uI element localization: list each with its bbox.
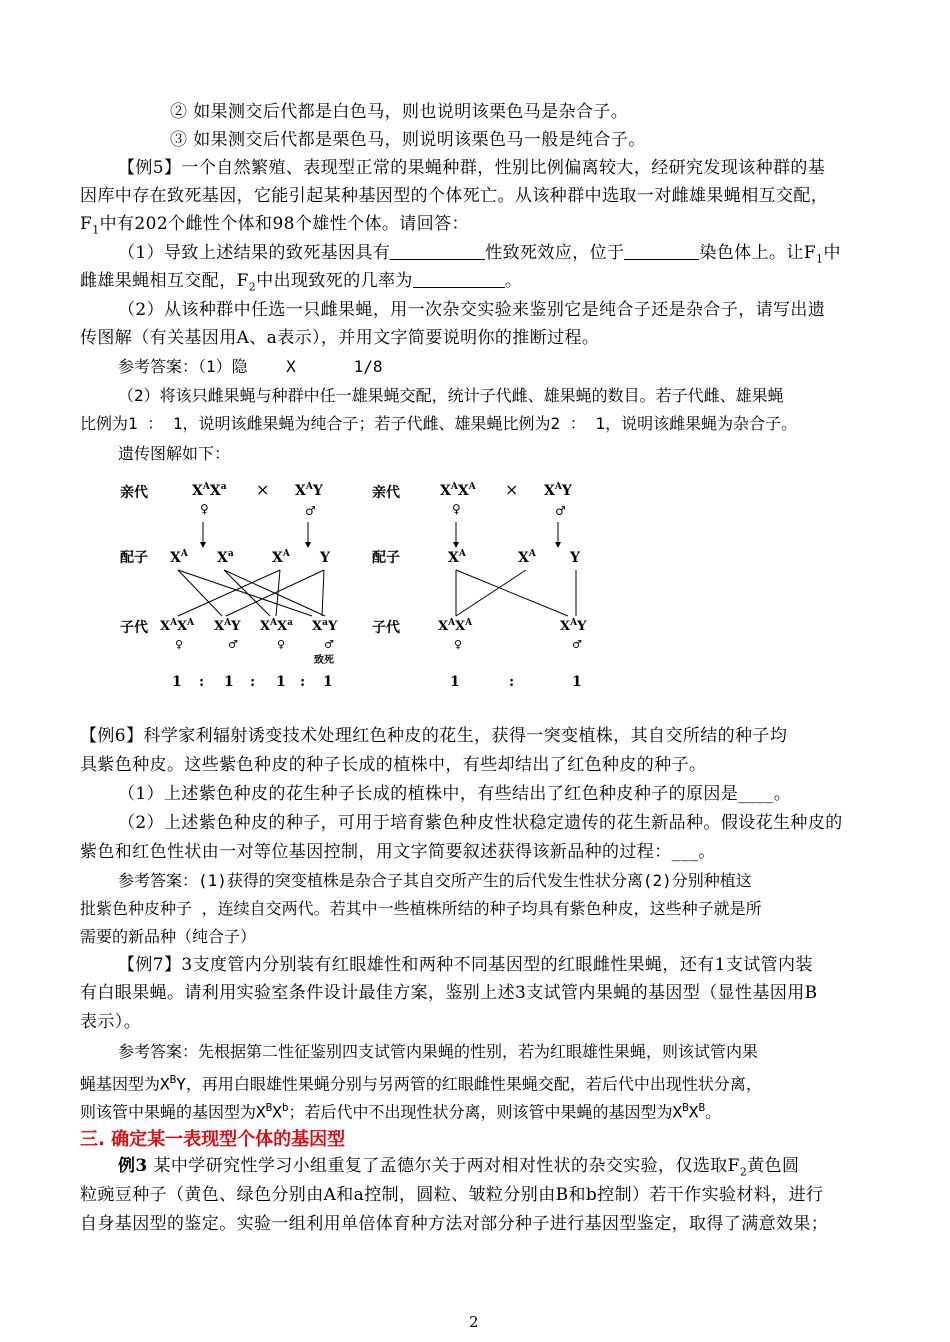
text-line: ② 如果测交后代都是白色马，则也说明该栗色马是杂合子。 (170, 102, 629, 122)
example-3-line: 粒豌豆种子（黄色、绿色分别由A和a控制，圆粒、皱粒分别由B和b控制）若干作实验材料，进行 (80, 1185, 824, 1205)
offspring-genotype: $X^AX^a$ (260, 618, 294, 634)
reference-answer: 参考答案：（1）隐 X 1/8 (118, 357, 383, 376)
question-1-cont: 雌雄果蝇相互交配，$F_2$中出现致死的几率为 。 (80, 271, 523, 294)
male-symbol: ♂ (305, 504, 316, 518)
reference-answer: 则该管中果蝇的基因型为$X^BX^b$；若后代中不出现性状分离，则该管中果蝇的基因型为$X^BX^B$。 (80, 1101, 722, 1122)
gamete: Y (320, 550, 330, 566)
reference-answer: 批紫色种皮种子 ，连续自交两代。若其中一些植株所结的种子均具有紫色种皮，这些种子就是所 (80, 899, 762, 918)
gamete: $X^a$ (217, 549, 234, 566)
ratio-value: 1 (572, 674, 582, 690)
row-label-parents: 亲代 (372, 485, 400, 501)
row-label-parents: 亲代 (120, 485, 148, 501)
row-label-gametes: 配子 (120, 550, 148, 566)
answer-blank (413, 269, 505, 288)
reference-answer: 遗传图解如下： (118, 444, 231, 463)
example-6-question: （1）上述紫色种皮的花生种子长成的植株中，有些结出了红色种皮种子的原因是____。 (118, 784, 792, 804)
answer-blank (624, 241, 699, 260)
example-7-line: 有白眼果蝇。请利用实验室条件设计最佳方案，鉴别上述3支试管内果蝇的基因型（显性基因用B (80, 983, 818, 1003)
gamete: Y (570, 550, 580, 566)
reference-answer: 参考答案：(1)获得的突变植株是杂合子其自交所产生的后代发生性状分离(2)分别种植这 (118, 871, 752, 890)
example-6-line: 具紫色种皮。这些紫色种皮的种子长成的植株中，有些却结出了红色种皮的种子。 (80, 755, 707, 775)
example-5-line: $F_1$中有202个雌性个体和98个雄性个体。请回答： (80, 214, 469, 237)
example-6-line: 【例6】科学家利辐射诱变技术处理红色种皮的花生，获得一突变植株，其自交所结的种子均 (80, 726, 788, 746)
gamete: $X^A$ (170, 549, 188, 566)
text-line: ③ 如果测交后代都是栗色马，则说明该栗色马一般是纯合子。 (170, 130, 646, 150)
cross-sign: × (505, 480, 519, 499)
parent-male-genotype: $X^AY$ (295, 482, 323, 499)
example-7-line: 表示）。 (80, 1012, 142, 1032)
ratio-value: 1 (224, 674, 234, 690)
ratio-value: 1 (276, 674, 286, 690)
page-number: 2 (469, 1313, 479, 1331)
question-2-cont: 传图解（有关基因用A、a表示），并用文字简要说明你的推断过程。 (80, 328, 600, 348)
female-symbol: ♀ (452, 502, 461, 516)
offspring-genotype: $X^AY$ (214, 618, 241, 634)
reference-answer: 参考答案：先根据第二性征鉴别四支试管内果蝇的性别，若为红眼雄性果蝇，则该试管内果 (118, 1042, 759, 1061)
female-symbol: ♀ (454, 638, 463, 651)
offspring-genotype: $X^aY$ (312, 618, 338, 634)
cross-sign: × (256, 480, 270, 499)
example-5-line: 因库中存在致死基因，它能引起某种基因型的个体死亡。从该种群中选取一对雌雄果蝇相互交配， (80, 186, 829, 206)
example-3-line: 例3 某中学研究性学习小组重复了孟德尔关于两对相对性状的杂交实验，仅选取$F_2$黄色圆 (118, 1156, 800, 1179)
row-label-offspring: 子代 (372, 620, 400, 636)
example-5-line: 【例5】一个自然繁殖、表现型正常的果蝇种群，性别比例偏离较大，经研究发现该种群的基 (118, 158, 826, 178)
section-heading: 三. 确定某一表现型个体的基因型 (80, 1129, 346, 1150)
row-label-gametes: 配子 (372, 550, 400, 566)
male-symbol: ♂ (228, 638, 238, 651)
ratio-sep: : (509, 674, 515, 690)
question-2: （2）从该种群中任选一只雌果蝇，用一次杂交实验来鉴别它是纯合子还是杂合子，请写出遗 (118, 300, 826, 320)
parent-male-genotype: $X^AY$ (544, 482, 572, 499)
question-1: （1）导致上述结果的致死基因具有 性致死效应，位于 染色体上。让$F_1$中 (118, 243, 841, 266)
offspring-genotype: $X^AX^A$ (160, 618, 195, 634)
answer-blank (390, 241, 485, 260)
male-symbol: ♂ (572, 638, 582, 651)
ratio-value: 1 (172, 674, 182, 690)
reference-answer: （2）将该只雌果蝇与种群中任一雄果蝇交配，统计子代雌、雄果蝇的数目。若子代雌、雄果蝇 (118, 386, 784, 405)
offspring-genotype: $X^AX^A$ (438, 618, 473, 634)
genetic-cross-diagram (100, 470, 620, 700)
lethal-label: 致死 (314, 655, 334, 666)
ratio-sep: : (199, 674, 205, 690)
example-6-question: （2）上述紫色种皮的种子，可用于培育紫色种皮性状稳定遗传的花生新品种。假设花生种皮的 (118, 813, 843, 833)
ratio-sep: : (250, 674, 256, 690)
parent-female-genotype: $X^AX^a$ (192, 482, 227, 499)
reference-answer: 蝇基因型为$X^BY$，再用白眼雄性果蝇分别与另两管的红眼雌性果蝇交配，若后代中出现性状分离， (80, 1073, 762, 1094)
female-symbol: ♀ (175, 638, 184, 651)
reference-answer: 需要的新品种（纯合子） (80, 927, 257, 946)
example-6-question: 紫色和红色性状由一对等位基因控制，用文字简要叙述获得该新品种的过程：___。 (80, 842, 716, 862)
example-7-line: 【例7】3支度管内分别装有红眼雄性和两种不同基因型的红眼雌性果蝇，还有1支试管内装 (118, 955, 813, 975)
male-symbol: ♂ (324, 638, 334, 651)
female-symbol: ♀ (200, 502, 209, 516)
ratio-sep: : (300, 674, 306, 690)
gamete: $X^A$ (448, 549, 466, 566)
gamete: $X^A$ (272, 549, 290, 566)
gamete: $X^A$ (518, 549, 536, 566)
ratio-value: 1 (450, 674, 460, 690)
reference-answer: 比例为1 ： 1，说明该雌果蝇为纯合子；若子代雌、雄果蝇比例为2 ： 1，说明该雌果蝇为杂合子。 (80, 414, 798, 433)
offspring-genotype: $X^AY$ (560, 618, 587, 634)
male-symbol: ♂ (555, 504, 566, 518)
ratio-value: 1 (323, 674, 333, 690)
example-3-line: 自身基因型的鉴定。实验一组利用单倍体育种方法对部分种子进行基因型鉴定，取得了满意效果； (80, 1214, 829, 1234)
female-symbol: ♀ (277, 638, 286, 651)
row-label-offspring: 子代 (120, 620, 148, 636)
parent-female-genotype: $X^AX^A$ (440, 482, 476, 499)
